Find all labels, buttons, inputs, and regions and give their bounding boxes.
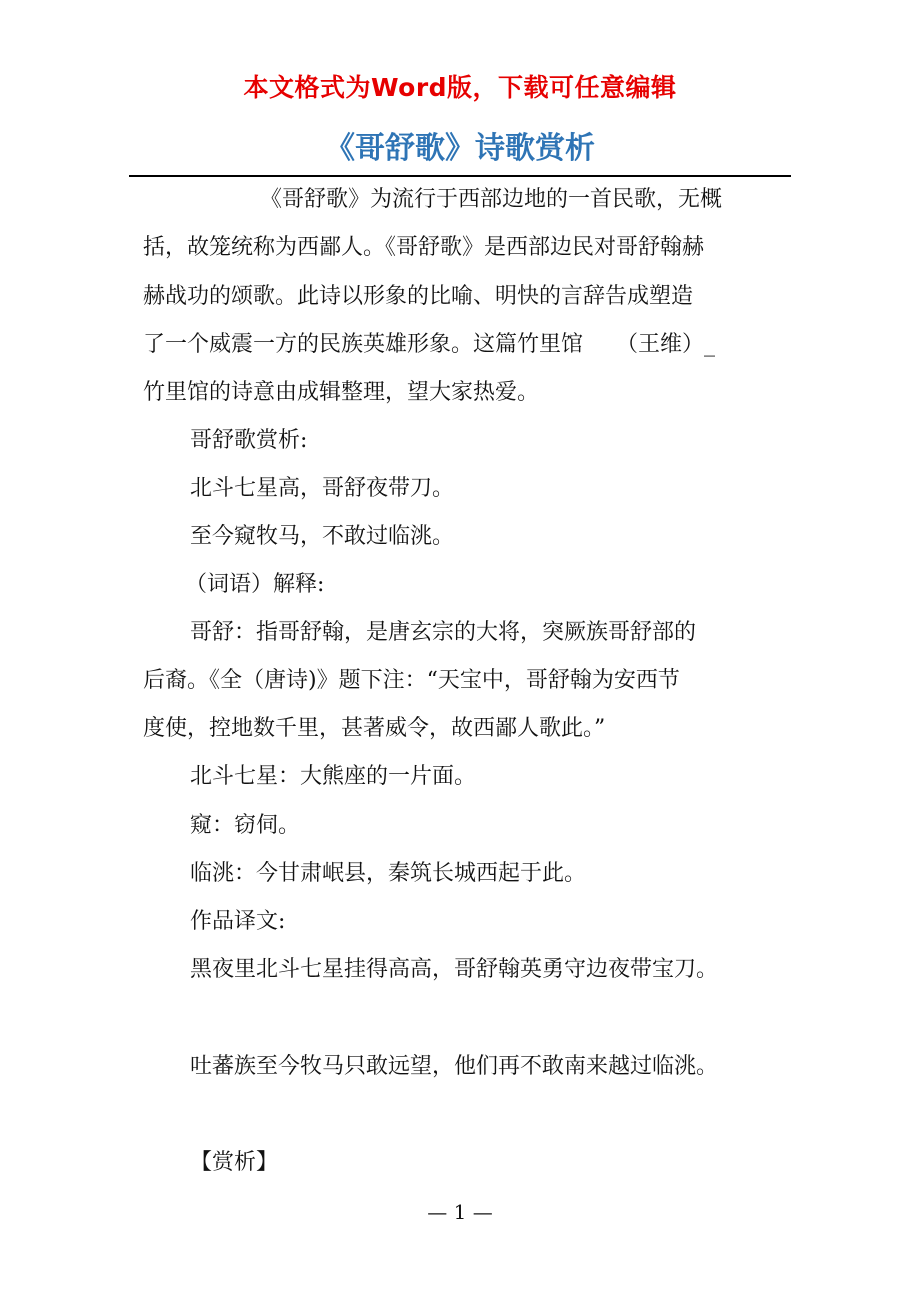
paragraph-line: 窥：窃伺。 xyxy=(190,813,301,838)
paragraph-line: 赫战功的颂歌。此诗以形象的比喻、明快的言辞告成塑造 xyxy=(143,284,694,309)
translation-line: 黑夜里北斗七星挂得高高，哥舒翰英勇守边夜带宝刀。 xyxy=(190,957,719,982)
section-heading: 哥舒歌赏析: xyxy=(190,428,308,453)
paragraph-line: 《哥舒歌》为流行于西部边地的一首民歌，无概 xyxy=(260,187,723,212)
page-number: — 1 — xyxy=(427,1200,493,1224)
paragraph-line: 临洮：今甘肃岷县，秦筑长城西起于此。 xyxy=(190,861,587,886)
paragraph-line: 哥舒：指哥舒翰，是唐玄宗的大将，突厥族哥舒部的 xyxy=(190,620,697,645)
paragraph-line: 了一个威震一方的民族英雄形象。这篇竹里馆 （王维）_ xyxy=(143,332,716,357)
section-heading: （词语）解释: xyxy=(185,572,325,597)
paragraph-line: 度使，控地数千里，甚著威令，故西鄙人歌此。” xyxy=(143,716,606,741)
paragraph-line: 竹里馆的诗意由成辑整理，望大家热爱。 xyxy=(143,380,540,405)
translation-line: 吐蕃族至今牧马只敢远望，他们再不敢南来越过临洮。 xyxy=(190,1054,719,1079)
paragraph-line: 括，故笼统称为西鄙人。《哥舒歌》是西部边民对哥舒翰赫 xyxy=(143,235,705,260)
poem-line: 至今窥牧马，不敢过临洮。 xyxy=(190,524,455,549)
paragraph-line: 后裔。《全（唐诗)》题下注：“天宝中，哥舒翰为安西节 xyxy=(143,668,680,693)
format-notice: 本文格式为Word版，下载可任意编辑 xyxy=(243,73,677,102)
document-title: 《哥舒歌》诗歌赏析 xyxy=(325,131,595,166)
section-heading: 作品译文: xyxy=(190,909,286,934)
title-divider xyxy=(129,175,791,177)
paragraph-line: 北斗七星：大熊座的一片面。 xyxy=(190,764,477,789)
section-heading: 【赏析】 xyxy=(190,1150,279,1175)
poem-line: 北斗七星高，哥舒夜带刀。 xyxy=(190,476,455,501)
